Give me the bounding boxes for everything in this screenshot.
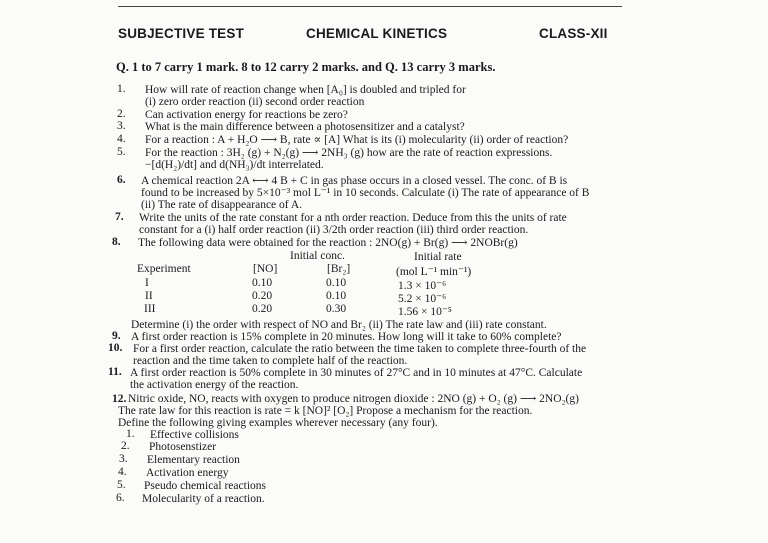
question-number: 11. <box>108 366 122 378</box>
question-line: (i) zero order reaction (ii) second order reaction <box>145 96 365 108</box>
question-line: Write the units of the rate constant for a nth order reaction. Deduce from this the units of rate <box>139 212 567 224</box>
question-line: For a first order reaction, calculate the ratio between the time taken to complete three-fourth of the <box>133 343 587 355</box>
list-item-number: 4. <box>118 466 127 478</box>
instructions: Q. 1 to 7 carry 1 mark. 8 to 12 carry 2 marks. and Q. 13 carry 3 marks. <box>116 60 496 74</box>
table-group-header: Initial conc. <box>290 250 345 262</box>
question-line: −[d(H₂)/dt] and d(NH₃)/dt interrelated. <box>145 159 324 171</box>
question-line: For a reaction : A + H₂O ⟶ B, rate ∝ [A] What is its (i) molecularity (ii) order of reaction? <box>145 134 569 146</box>
question-line: the activation energy of the reaction. <box>130 379 299 391</box>
question-line: A chemical reaction 2A ⟷ 4 B + C in gas phase occurs in a closed vessel. The conc. of B is <box>141 175 568 187</box>
question-line: What is the main difference between a photosensitizer and a catalyst? <box>145 121 465 133</box>
table-cell: 0.30 <box>326 303 347 315</box>
table-cell: 0.10 <box>252 277 273 289</box>
table-cell: 0.20 <box>252 290 273 302</box>
question-line: reaction and the time taken to complete half of the reaction. <box>133 355 408 367</box>
table-cell: 1.3 × 10⁻⁶ <box>398 280 447 292</box>
top-rule <box>118 6 622 7</box>
question-number: 9. <box>112 330 121 342</box>
question-line: The rate law for this reaction is rate = k [NO]² [O₂] Propose a mechanism for the reaction. <box>118 405 533 417</box>
question-number: 12. <box>112 393 127 405</box>
question-line: Nitric oxide, NO, reacts with oxygen to produce nitrogen dioxide : 2NO (g) + O₂ (g) ⟶ 2NO₂(g) <box>128 393 579 405</box>
list-item-number: 5. <box>117 479 126 491</box>
table-cell: 5.2 × 10⁻⁶ <box>398 293 447 305</box>
table-header-cell: (mol L⁻¹ min⁻¹) <box>396 266 472 278</box>
question-number: 2. <box>117 108 126 120</box>
table-followup: Determine (i) the order with respect of NO and Br₂ (ii) The rate law and (iii) rate constant. <box>131 319 547 331</box>
table-header-cell: [NO] <box>253 263 278 275</box>
question-line: Can activation energy for reactions be zero? <box>145 109 348 121</box>
header-center: CHEMICAL KINETICS <box>306 26 448 41</box>
table-group-header: Initial rate <box>414 251 462 263</box>
question-line: The following data were obtained for the reaction : 2NO(g) + Br(g) ⟶ 2NOBr(g) <box>138 237 518 249</box>
list-item: Elementary reaction <box>147 454 240 466</box>
list-item: Pseudo chemical reactions <box>144 480 266 492</box>
table-cell: 1.56 × 10⁻⁵ <box>398 306 452 318</box>
list-item: Photosenstizer <box>149 441 217 453</box>
list-item-number: 3. <box>119 453 128 465</box>
list-item: Effective collisions <box>150 429 239 441</box>
question-number: 6. <box>117 174 126 186</box>
question-number: 5. <box>117 146 126 158</box>
table-header-cell: Experiment <box>137 263 191 275</box>
list-item-number: 2. <box>121 440 130 452</box>
question-number: 7. <box>115 211 124 223</box>
list-item-number: 1. <box>126 428 135 440</box>
list-item: Activation energy <box>146 467 229 479</box>
question-number: 4. <box>117 133 126 145</box>
question-line: A first order reaction is 15% complete in 20 minutes. How long will it take to 60% complete? <box>131 331 562 343</box>
list-item: Molecularity of a reaction. <box>142 493 265 505</box>
question-line: constant for a (i) half order reaction (ii) 3/2th order reaction (iii) third order reaction. <box>139 224 529 236</box>
question-line: For the reaction : 3H₂ (g) + N₂(g) ⟶ 2NH₃ (g) how are the rate of reaction expressions. <box>145 147 553 159</box>
table-cell: 0.10 <box>326 290 347 302</box>
header-left: SUBJECTIVE TEST <box>118 26 245 41</box>
question-number: 8. <box>112 236 121 248</box>
table-cell: I <box>145 277 149 289</box>
question-number: 10. <box>108 342 123 354</box>
table-cell: II <box>145 290 153 302</box>
question-number: 3. <box>117 120 126 132</box>
table-cell: 0.20 <box>252 303 273 315</box>
question-line: Define the following giving examples wherever necessary (any four). <box>118 417 438 429</box>
header-right: CLASS-XII <box>539 26 608 41</box>
list-item-number: 6. <box>116 492 125 504</box>
question-line: A first order reaction is 50% complete in 30 minutes of 27°C and in 10 minutes at 47°C. Calculate <box>130 367 583 379</box>
question-number: 1. <box>117 83 126 95</box>
table-cell: 0.10 <box>326 277 347 289</box>
question-line: found to be increased by 5×10⁻³ mol L⁻¹ in 10 seconds. Calculate (i) The rate of appearance of B <box>141 187 590 199</box>
question-line: How will rate of reaction change when [A₀] is doubled and tripled for <box>145 84 466 96</box>
question-line: (ii) The rate of disappearance of A. <box>141 199 303 211</box>
table-header-cell: [Br₂] <box>327 263 351 275</box>
table-cell: III <box>144 303 156 315</box>
